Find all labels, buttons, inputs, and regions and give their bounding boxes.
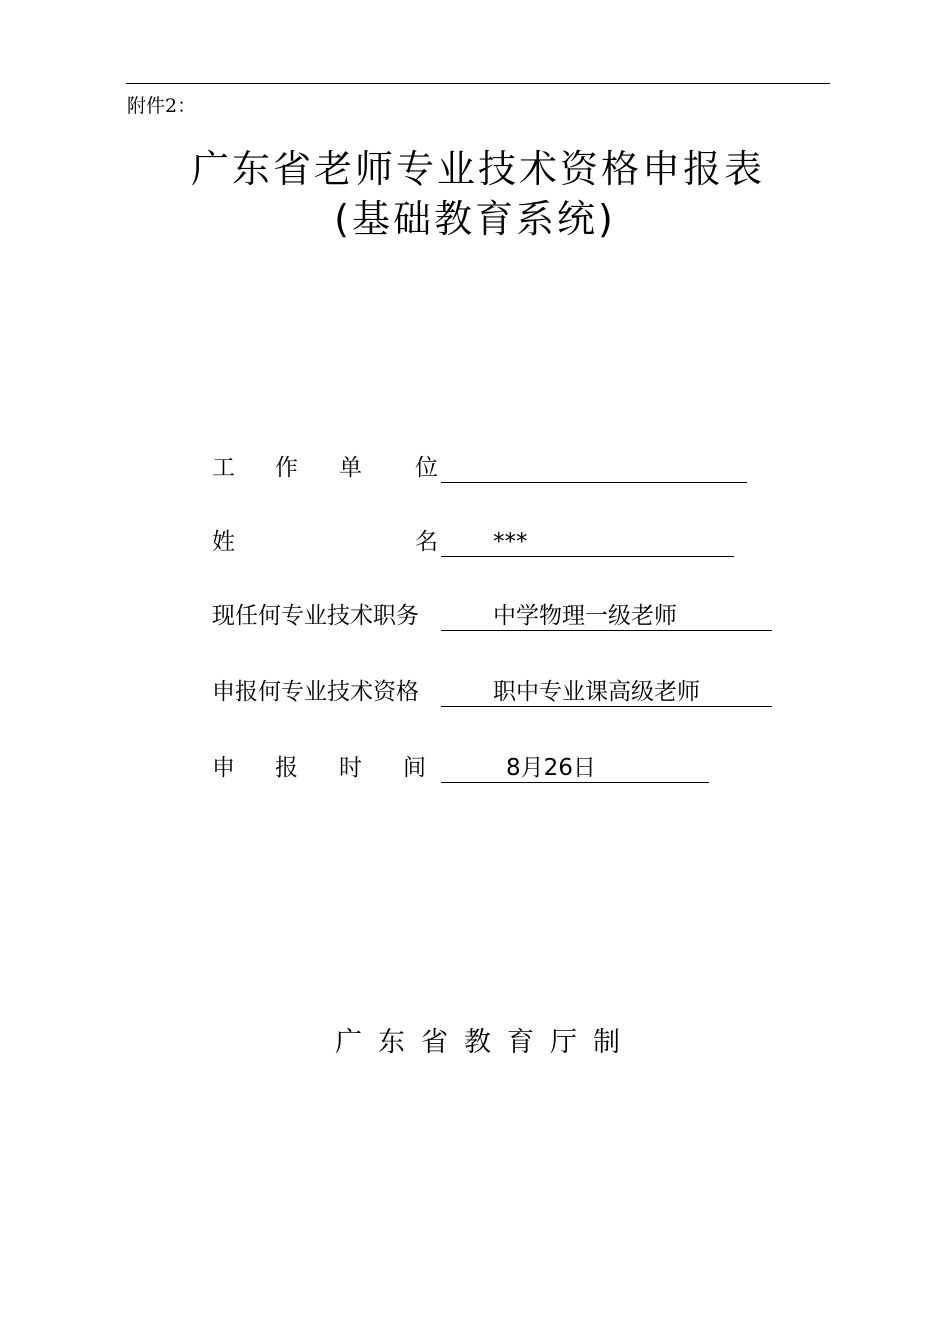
attachment-label: 附件2： xyxy=(127,95,197,117)
top-rule xyxy=(126,83,830,84)
applied-qualification-value: 职中专业课高级老师 xyxy=(493,679,700,705)
apply-time-value: 8月26日 xyxy=(506,755,596,781)
name-value: *** xyxy=(493,529,528,555)
document-title: 广东省老师专业技术资格申报表 xyxy=(190,147,765,191)
apply-time-field[interactable] xyxy=(441,750,709,783)
document-subtitle: (基础教育系统) xyxy=(334,197,616,241)
applied-qualification-label: 申报何专业技术资格 xyxy=(212,679,419,705)
issuer-footer: 广 东 省 教 育 厅 制 xyxy=(335,1027,620,1058)
current-position-value: 中学物理一级老师 xyxy=(493,603,677,629)
current-position-label: 现任何专业技术职务 xyxy=(212,603,419,629)
name-field[interactable] xyxy=(441,524,734,557)
current-position-field[interactable] xyxy=(441,598,772,631)
applied-qualification-field[interactable] xyxy=(441,674,772,707)
work-unit-field[interactable] xyxy=(441,450,747,483)
